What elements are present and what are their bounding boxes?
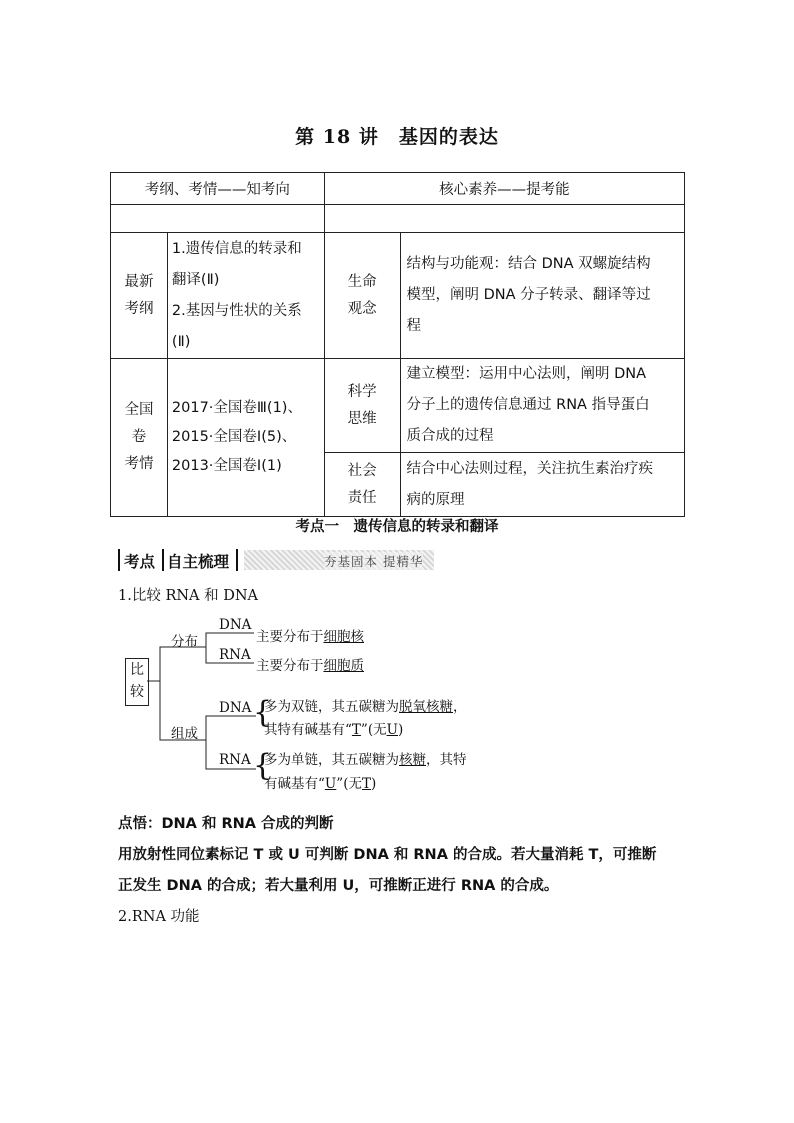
item2-heading: 2.RNA 功能 (118, 909, 200, 925)
comp-rna-line2: 有碱基有“U”(无T) (264, 776, 377, 792)
insight-title: 点悟：DNA 和 RNA 合成的判断 (118, 816, 334, 832)
literacy-label-society: 社会 责任 (324, 453, 400, 517)
answer-blank: T (351, 722, 361, 738)
literacy-content-society: 结合中心法则过程，关注抗生素治疗疾 病的原理 (400, 453, 684, 517)
comp-rna-label: RNA (219, 752, 251, 768)
banner-label-b: 自主梳理 (167, 553, 230, 571)
branch-label-composition: 组成 (171, 726, 198, 742)
banner-label-a: 考点 (124, 553, 156, 571)
comp-dna-line1: 多为双链，其五碳糖为脱氧核糖， (264, 699, 467, 715)
banner-strip-text: 夯基固本 提精华 (324, 554, 424, 569)
syllabus-content: 1.遗传信息的转录和 翻译(Ⅱ) 2.基因与性状的关系 (Ⅱ) (167, 233, 324, 359)
item1-heading: 1.比较 RNA 和 DNA (118, 588, 259, 604)
dist-rna-text: 主要分布于细胞质 (256, 658, 364, 674)
syllabus-label: 最新 考纲 (111, 233, 168, 359)
page-title: 第 18 讲 基因的表达 (295, 126, 499, 148)
dist-dna-label: DNA (219, 617, 252, 633)
section-title: 考点一 遗传信息的转录和翻译 (295, 519, 499, 535)
answer-blank: U (324, 776, 337, 792)
dist-rna-label: RNA (219, 647, 251, 663)
answer-blank: 脱氧核糖 (399, 699, 453, 715)
comp-dna-label: DNA (219, 700, 252, 716)
table-header-left: 考纲、考情——知考向 (111, 173, 325, 205)
literacy-content-life: 结构与功能观：结合 DNA 双螺旋结构 模型，阐明 DNA 分子转录、翻译等过 程 (400, 233, 684, 359)
insight-line2: 正发生 DNA 的合成；若大量利用 U，可推断正进行 RNA 的合成。 (118, 878, 559, 894)
literacy-label-life: 生命 观念 (324, 233, 400, 359)
exam-history-label: 全国 卷 考情 (111, 359, 168, 517)
table-header-right: 核心素养——提考能 (324, 173, 684, 205)
literacy-content-science: 建立模型：运用中心法则，阐明 DNA 分子上的遗传信息通过 RNA 指导蛋白 质合成的过程 (400, 359, 684, 453)
comp-dna-line2: 其特有碱基有“T”(无U) (264, 722, 404, 738)
branch-label-distribution: 分布 (171, 634, 198, 650)
literacy-label-science: 科学 思维 (324, 359, 400, 453)
answer-blank: 细胞质 (323, 658, 364, 674)
dist-dna-text: 主要分布于细胞核 (256, 629, 364, 645)
exam-history-content: 2017·全国卷Ⅲ(1)、 2015·全国卷Ⅰ(5)、 2013·全国卷Ⅰ(1) (167, 359, 324, 517)
answer-blank: 细胞核 (323, 629, 364, 645)
insight-line1: 用放射性同位素标记 T 或 U 可判断 DNA 和 RNA 的合成。若大量消耗 T，可推断 (118, 847, 657, 863)
answer-blank: U (386, 722, 398, 738)
brace-icon: { (253, 748, 273, 783)
answer-blank: T (361, 776, 371, 792)
answer-blank: 核糖 (399, 752, 426, 768)
comp-rna-line1: 多为单链，其五碳糖为核糖，其特 (264, 752, 467, 768)
diagram-root-box: 比 较 (125, 658, 149, 706)
brace-icon: { (253, 695, 273, 730)
